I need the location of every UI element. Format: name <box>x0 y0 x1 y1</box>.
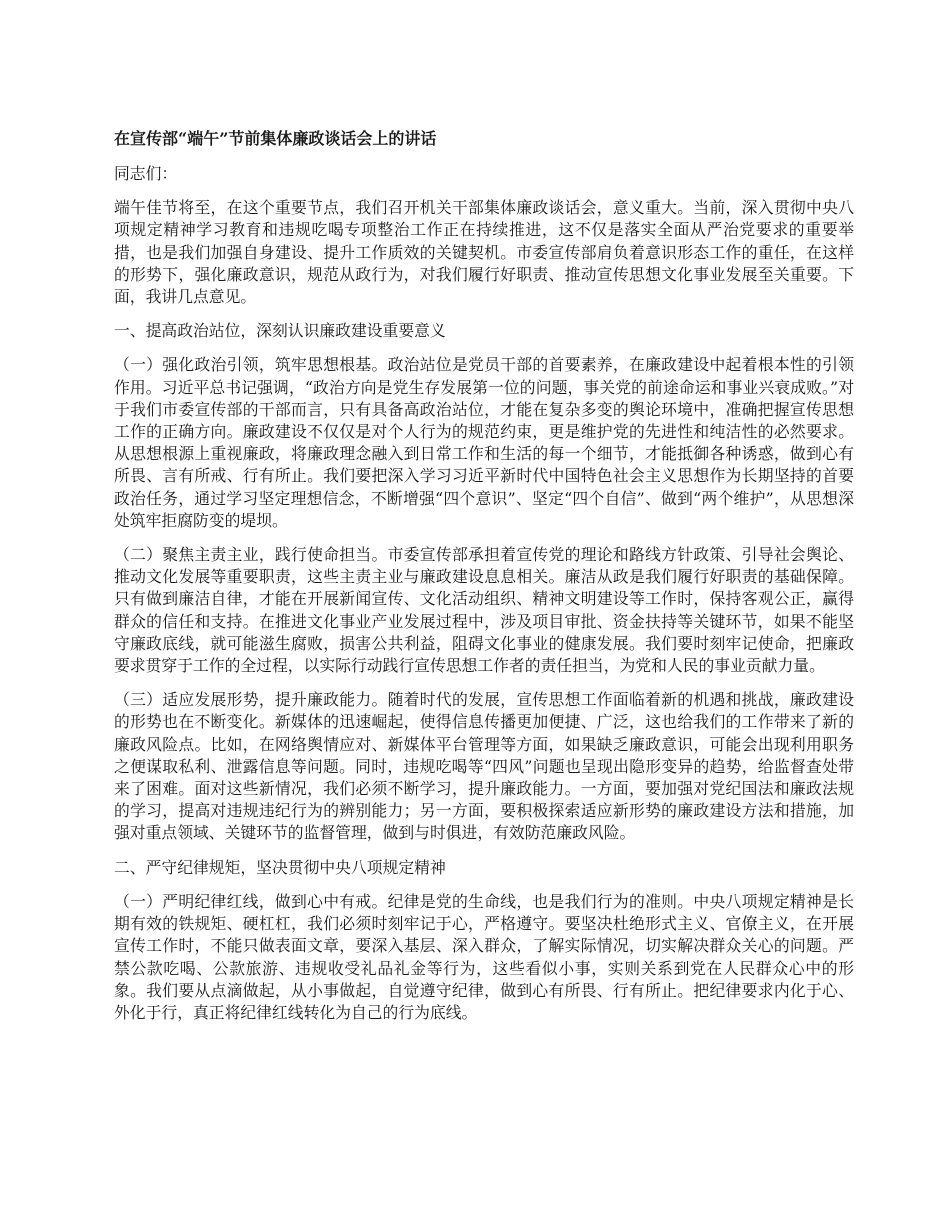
intro-paragraph: 端午佳节将至，在这个重要节点，我们召开机关干部集体廉政谈话会，意义重大。当前，深入贯彻中央八项规定精神学习教育和违规吃喝专项整治工作正在持续推进，这不仅是落实全面从严治党要求的重要举措，也是我们加强自身建设、提升工作质效的关键契机。市委宣传部肩负着意识形态工作的重任，在这样的形势下，强化廉政意识，规范从政行为，对我们履行好职责、推动宣传思想文化事业发展至关重要。下面，我讲几点意见。 <box>114 198 854 307</box>
section-1-paragraph-3: （三）适应发展形势，提升廉政能力。随着时代的发展，宣传思想工作面临着新的机遇和挑战，廉政建设的形势也在不断变化。新媒体的迅速崛起，使得信息传播更加便捷、广泛，这也给我们的工作带来了新的廉政风险点。比如，在网络舆情应对、新媒体平台管理等方面，如果缺乏廉政意识，可能会出现利用职务之便谋取私利、泄露信息等问题。同时，违规吃喝等“四风”问题也呈现出隐形变异的趋势，给监督查处带来了困难。面对这些新情况，我们必须不断学习，提升廉政能力。一方面，要加强对党纪国法和廉政法规的学习，提高对违规违纪行为的辨别能力；另一方面，要积极探索适应新形势的廉政建设方法和措施，加强对重点领域、关键环节的监督管理，做到与时俱进，有效防范廉政风险。 <box>114 690 854 843</box>
section-1-heading: 一、提高政治站位，深刻认识廉政建设重要意义 <box>114 321 446 341</box>
section-1-paragraph-1: （一）强化政治引领，筑牢思想根基。政治站位是党员干部的首要素养，在廉政建设中起着根本性的引领作用。习近平总书记强调，“政治方向是党生存发展第一位的问题，事关党的前途命运和事业兴衰成败。”对于我们市委宣传部的干部而言，只有具备高政治站位，才能在复杂多变的舆论环境中，准确把握宣传思想工作的正确方向。廉政建设不仅仅是对个人行为的规范约束，更是维护党的先进性和纯洁性的必然要求。从思想根源上重视廉政，将廉政理念融入到日常工作和生活的每一个细节，才能抵御各种诱惑，做到心有所畏、言有所戒、行有所止。我们要把深入学习习近平新时代中国特色社会主义思想作为长期坚持的首要政治任务，通过学习坚定理想信念，不断增强“四个意识”、坚定“四个自信”、做到“两个维护”，从思想深处筑牢拒腐防变的堤坝。 <box>114 355 854 530</box>
section-2-heading: 二、严守纪律规矩，坚决贯彻中央八项规定精神 <box>114 857 446 877</box>
document-title: 在宣传部“端午”节前集体廉政谈话会上的讲话 <box>114 129 437 148</box>
section-2-paragraph-1: （一）严明纪律红线，做到心中有戒。纪律是党的生命线，也是我们行为的准则。中央八项规定精神是长期有效的铁规矩、硬杠杠，我们必须时刻牢记于心，严格遵守。要坚决杜绝形式主义、官僚主义，在开展宣传工作时，不能只做表面文章，要深入基层、深入群众，了解实际情况，切实解决群众关心的问题。严禁公款吃喝、公款旅游、违规收受礼品礼金等行为，这些看似小事，实则关系到党在人民群众心中的形象。我们要从点滴做起，从小事做起，自觉遵守纪律，做到心有所畏、行有所止。把纪律要求内化于心、外化于行，真正将纪律红线转化为自己的行为底线。 <box>114 891 854 1022</box>
salutation: 同志们： <box>114 164 178 183</box>
section-1-paragraph-2: （二）聚焦主责主业，践行使命担当。市委宣传部承担着宣传党的理论和路线方针政策、引导社会舆论、推动文化发展等重要职责，这些主责主业与廉政建设息息相关。廉洁从政是我们履行好职责的基础保障。只有做到廉洁自律，才能在开展新闻宣传、文化活动组织、精神文明建设等工作时，保持客观公正，赢得群众的信任和支持。在推进文化事业产业发展过程中，涉及项目审批、资金扶持等关键环节，如果不能坚守廉政底线，就可能滋生腐败，损害公共利益，阻碍文化事业的健康发展。我们要时刻牢记使命，把廉政要求贯穿于工作的全过程，以实际行动践行宣传思想工作者的责任担当，为党和人民的事业贡献力量。 <box>114 545 854 676</box>
document-page <box>114 127 854 1036</box>
